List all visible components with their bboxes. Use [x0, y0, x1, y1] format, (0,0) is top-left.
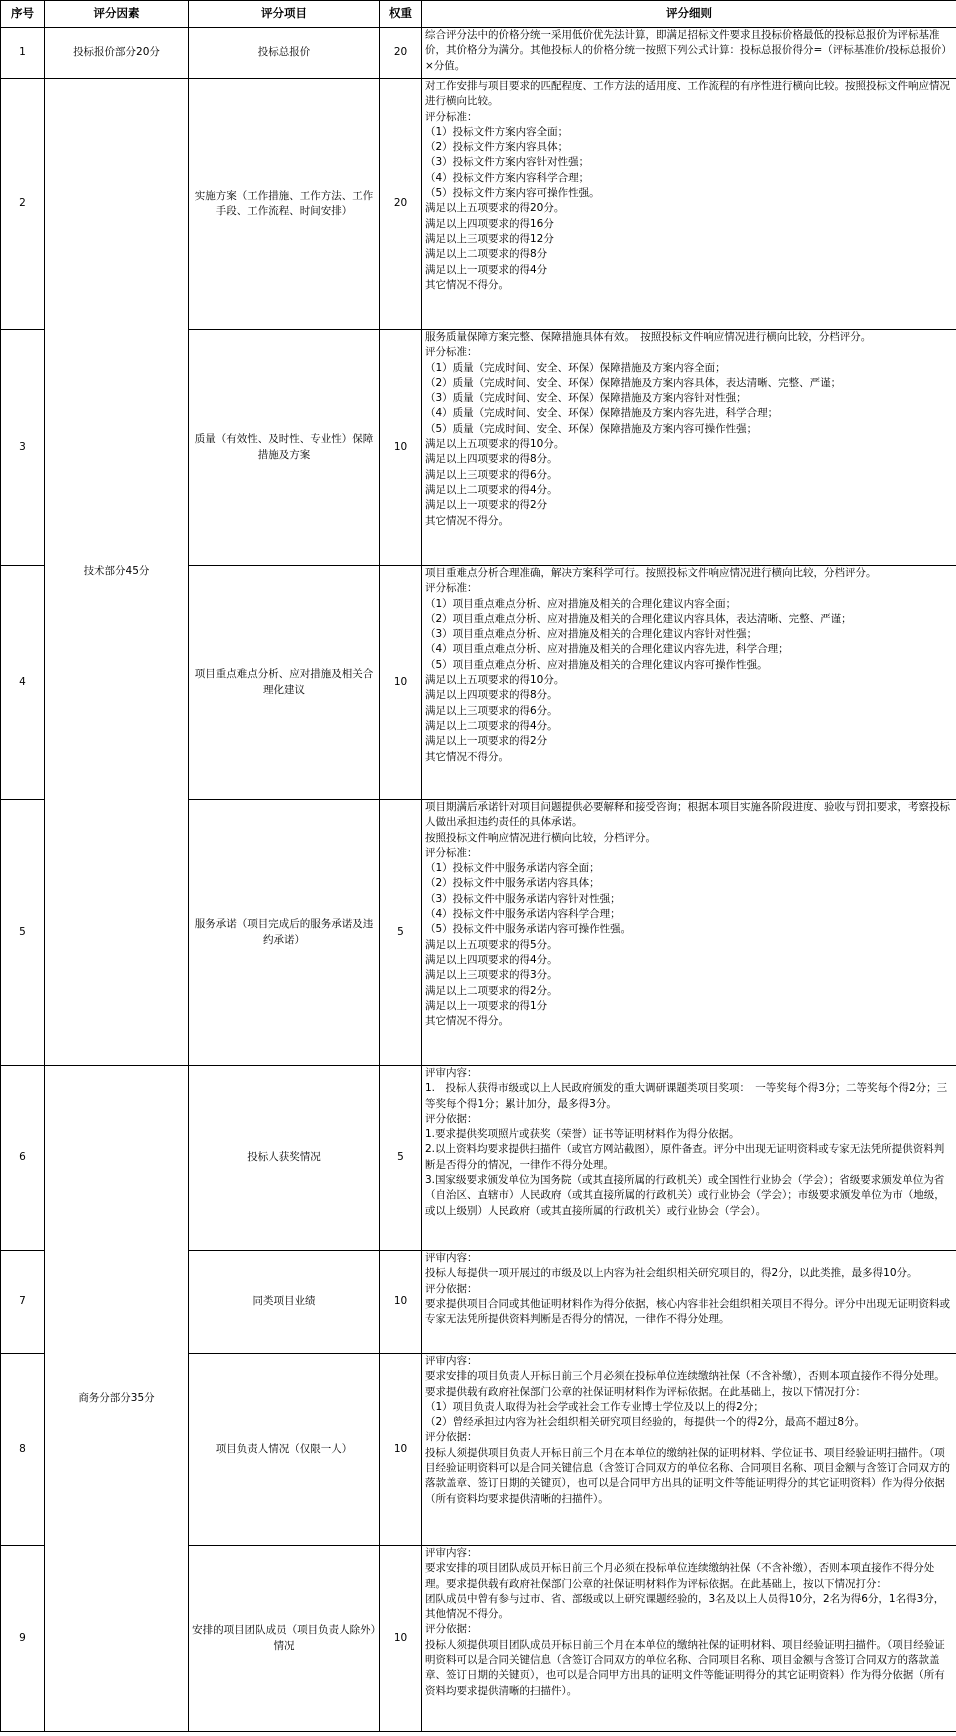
- detail-line: 评分依据：: [425, 1623, 478, 1636]
- scoring-item: 同类项目业绩: [189, 1251, 380, 1354]
- weight: 10: [380, 1354, 422, 1546]
- detail-line: （1）质量（完成时间、安全、环保）保障措施及方案内容全面；: [425, 361, 726, 374]
- detail-line: （1）项目重点难点分析、应对措施及相关的合理化建议内容全面；: [425, 597, 737, 610]
- weight: 5: [380, 800, 422, 1066]
- scoring-item: 安排的项目团队成员（项目负责人除外）情况: [189, 1546, 380, 1732]
- detail-line: 评分依据：: [425, 1282, 478, 1295]
- factor-business: 商务分部分35分: [45, 1066, 189, 1732]
- detail-line: （1）投标文件中服务承诺内容全面；: [425, 862, 600, 875]
- detail-line: 满足以上五项要求的得10分。: [425, 674, 565, 687]
- detail-line: （4）投标文件方案内容科学合理；: [425, 171, 590, 184]
- detail-line: 1.要求提供奖项照片或获奖（荣誉）证书等证明材料作为得分依据。: [425, 1128, 740, 1141]
- detail-line: 服务质量保障方案完整、保障措施具体有效。 按照投标文件响应情况进行横向比较，分档评分。: [425, 331, 872, 343]
- detail-line: 投标人每提供一项开展过的市级及以上内容为社会组织相关研究项目的，得2分，以此类推，最多得10分。: [425, 1267, 918, 1280]
- scoring-item: 项目重点难点分析、应对措施及相关合理化建议: [189, 566, 380, 800]
- scoring-item: 实施方案（工作措施、工作方法、工作手段、工作流程、时间安排）: [189, 79, 380, 330]
- detail-line: 评审内容：: [425, 1547, 478, 1559]
- detail-line: 评审内容：: [425, 1252, 478, 1264]
- detail-line: 评分标准：: [425, 846, 478, 859]
- detail-line: （1）投标文件方案内容全面；: [425, 125, 569, 138]
- detail-line: 1. 投标人获得市级或以上人民政府颁发的重大调研课题类项目奖项： 一等奖每个得3分；二等奖每个得2分；三等奖每个得1分；累计加分，最多得3分。: [425, 1082, 948, 1110]
- row-number: 1: [1, 28, 45, 79]
- detail-line: 满足以上四项要求的得4分。: [425, 953, 558, 966]
- weight: 5: [380, 1066, 422, 1251]
- detail-line: 评审内容：: [425, 1067, 478, 1079]
- scoring-details: [422, 1354, 956, 1546]
- detail-line: （3）项目重点难点分析、应对措施及相关的合理化建议内容针对性强；: [425, 628, 758, 641]
- detail-line: 要求提供项目合同或其他证明材料作为得分依据，核心内容非社会组织相关项目不得分。评分中出现无证明资料或专家无法凭所提供资料判断是否得分的情况，一律作不得分处理。: [425, 1297, 950, 1326]
- scoring-details: [422, 79, 956, 330]
- detail-line: （2）投标文件方案内容具体；: [425, 141, 569, 154]
- header-details: 评分细则: [422, 1, 956, 28]
- row-number: 6: [1, 1066, 45, 1251]
- row-number: 3: [1, 330, 45, 566]
- detail-line: 投标人须提供项目团队成员开标日前三个月在本单位的缴纳社保的证明材料、项目经验证明扫描件。（项目经验证明资料可以是合同关键信息（含签订合同双方的单位名称、合同项目名称、项目金额与含签订合同双方的落款盖章、签订日期的关键页），也可以是合同甲方出具的证明文件等能证明得分的其它证明资料）作为得分依据（所有资料均要求提供清晰的扫描件）。: [425, 1638, 945, 1697]
- detail-line: 综合评分法中的价格分统一采用低价优先法计算，即满足招标文件要求且投标价格最低的投标总报价为评标基准价，其价格分为满分。其他投标人的价格分统一按照下列公式计算：投标总报价得分=（评标基准价/投标总报价）×分值。: [425, 29, 952, 72]
- weight: 20: [380, 28, 422, 79]
- detail-line: 对工作安排与项目要求的匹配程度、工作方法的适用度、工作流程的有序性进行横向比较。按照投标文件响应情况进行横向比较。: [425, 80, 950, 108]
- scoring-details: [422, 566, 956, 800]
- detail-line: 评分标准：: [425, 582, 478, 595]
- detail-line: （2）投标文件中服务承诺内容具体；: [425, 877, 600, 890]
- detail-line: （5）投标文件中服务承诺内容可操作性强。: [425, 923, 632, 936]
- header-item: 评分项目: [189, 1, 380, 28]
- detail-line: 满足以上五项要求的得20分。: [425, 202, 565, 215]
- table-row: [1, 79, 956, 330]
- detail-line: 满足以上三项要求的得6分。: [425, 704, 558, 717]
- detail-line: （4）项目重点难点分析、应对措施及相关的合理化建议内容先进，科学合理；: [425, 643, 789, 656]
- detail-line: （3）质量（完成时间、安全、环保）保障措施及方案内容针对性强；: [425, 392, 747, 405]
- detail-line: （4）质量（完成时间、安全、环保）保障措施及方案内容先进，科学合理；: [425, 407, 779, 420]
- table-row: [1, 28, 956, 79]
- scoring-item: 服务承诺（项目完成后的服务承诺及违约承诺）: [189, 800, 380, 1066]
- detail-line: 满足以上二项要求的得2分。: [425, 984, 558, 997]
- detail-line: 其它情况不得分。: [425, 750, 509, 763]
- table-row: [1, 1066, 956, 1251]
- detail-line: 项目期满后承诺针对项目问题提供必要解释和接受咨询；根据本项目实施各阶段进度、验收与罚扣要求，考察投标人做出承担违约责任的具体承诺。: [425, 801, 950, 829]
- weight: 10: [380, 330, 422, 566]
- detail-line: （2）曾经承担过内容为社会组织相关研究项目经验的，每提供一个的得2分，最高不超过8分。: [425, 1416, 866, 1429]
- row-number: 4: [1, 566, 45, 800]
- scoring-item: 投标人获奖情况: [189, 1066, 380, 1251]
- row-number: 7: [1, 1251, 45, 1354]
- detail-line: 项目重难点分析合理准确，解决方案科学可行。按照投标文件响应情况进行横向比较，分档评分。: [425, 567, 877, 579]
- detail-line: 其它情况不得分。: [425, 514, 509, 527]
- detail-line: （5）质量（完成时间、安全、环保）保障措施及方案内容可操作性强；: [425, 422, 758, 435]
- detail-line: 满足以上二项要求的得4分。: [425, 483, 558, 496]
- detail-line: 满足以上三项要求的得3分。: [425, 969, 558, 982]
- row-number: 9: [1, 1546, 45, 1732]
- weight: 10: [380, 1251, 422, 1354]
- detail-line: （3）投标文件方案内容针对性强；: [425, 156, 590, 169]
- detail-line: 团队成员中曾有参与过市、省、部级或以上研究课题经验的，3名及以上人员得10分，2名为得6分，1名得3分，其他情况不得分。: [425, 1592, 945, 1621]
- detail-line: 评分依据：: [425, 1431, 478, 1444]
- detail-line: 满足以上四项要求的得8分。: [425, 689, 558, 702]
- detail-line: 满足以上一项要求的得2分: [425, 735, 548, 748]
- scoring-details: [422, 1546, 956, 1732]
- scoring-details: [422, 28, 956, 79]
- detail-line: 评审内容：: [425, 1355, 478, 1367]
- factor-price: 投标报价部分20分: [45, 28, 189, 79]
- detail-line: 2.以上资料均要求提供扫描件（或官方网站截图），原件备查。评分中出现无证明资料或专家无法凭所提供资料判断是否得分的情况，一律作不得分处理。: [425, 1143, 945, 1171]
- detail-line: 要求安排的项目负责人开标日前三个月必须在投标单位连续缴纳社保（不含补缴），否则本项直接作不得分处理。要求提供载有政府社保部门公章的社保证明材料作为评标依据。在此基础上，按以下情况打分：: [425, 1370, 945, 1398]
- detail-line: 其它情况不得分。: [425, 1015, 509, 1028]
- detail-line: 满足以上一项要求的得4分: [425, 263, 548, 276]
- weight: 20: [380, 79, 422, 330]
- detail-line: 要求安排的项目团队成员开标日前三个月必须在投标单位连续缴纳社保（不含补缴），否则本项直接作不得分处理。要求提供载有政府社保部门公章的社保证明材料作为评标依据。在此基础上，按以下情况打分：: [425, 1562, 935, 1590]
- header-weight: 权重: [380, 1, 422, 28]
- scoring-item: 项目负责人情况（仅限一人）: [189, 1354, 380, 1546]
- scoring-details: [422, 1251, 956, 1354]
- detail-line: 评分标准：: [425, 346, 478, 359]
- detail-line: 投标人须提供项目负责人开标日前三个月在本单位的缴纳社保的证明材料、学位证书、项目经验证明扫描件。（项目经验证明资料可以是合同关键信息（含签订合同双方的单位名称、合同项目名称、项目金额与含签订合同双方的落款盖章、签订日期的关键页），也可以是合同甲方出具的证明文件等能证明得分的其它证明资料）作为得分依据（所有资料均要求提供清晰的扫描件）。: [425, 1446, 950, 1505]
- detail-line: （2）质量（完成时间、安全、环保）保障措施及方案内容具体，表达清晰、完整、严谨；: [425, 376, 842, 389]
- row-number: 8: [1, 1354, 45, 1546]
- scoring-item: 投标总报价: [189, 28, 380, 79]
- detail-line: 满足以上二项要求的得8分: [425, 248, 548, 261]
- detail-line: （3）投标文件中服务承诺内容针对性强；: [425, 892, 621, 905]
- detail-line: （5）项目重点难点分析、应对措施及相关的合理化建议内容可操作性强。: [425, 658, 768, 671]
- weight: 10: [380, 566, 422, 800]
- detail-line: 满足以上三项要求的得12分: [425, 232, 554, 245]
- scoring-details: [422, 800, 956, 1066]
- scoring-details: [422, 1066, 956, 1251]
- header-factor: 评分因素: [45, 1, 189, 28]
- detail-line: 满足以上三项要求的得6分。: [425, 468, 558, 481]
- row-number: 5: [1, 800, 45, 1066]
- detail-line: 满足以上一项要求的得1分: [425, 999, 548, 1012]
- detail-line: 按照投标文件响应情况进行横向比较，分档评分。: [425, 831, 656, 844]
- detail-line: 评分标准：: [425, 110, 478, 123]
- detail-line: 满足以上一项要求的得2分: [425, 499, 548, 512]
- detail-line: 3.国家级要求颁发单位为国务院（或其直接所属的行政机关）或全国性行业协会（学会）；省级要求颁发单位为省（自治区、直辖市）人民政府（或其直接所属的行政机关）或行业协会（学会）；市级要求颁发单位为市（地级，或以上级别）人民政府（或其直接所属的行政机关）或行业协会（学会）。: [425, 1174, 945, 1217]
- scoring-details: [422, 330, 956, 566]
- detail-line: （4）投标文件中服务承诺内容科学合理；: [425, 908, 621, 921]
- factor-tech: 技术部分45分: [45, 79, 189, 1066]
- detail-line: 满足以上四项要求的得16分: [425, 217, 554, 230]
- header-no: 序号: [1, 1, 45, 28]
- detail-line: 满足以上四项要求的得8分。: [425, 453, 558, 466]
- detail-line: 满足以上二项要求的得4分。: [425, 719, 558, 732]
- scoring-item: 质量（有效性、及时性、专业性）保障措施及方案: [189, 330, 380, 566]
- detail-line: （1）项目负责人取得为社会学或社会工作专业博士学位及以上的得2分；: [425, 1400, 764, 1413]
- detail-line: （2）项目重点难点分析、应对措施及相关的合理化建议内容具体，表达清晰、完整、严谨；: [425, 612, 852, 625]
- row-number: 2: [1, 79, 45, 330]
- header-row: [1, 1, 956, 28]
- detail-line: 满足以上五项要求的得10分。: [425, 438, 565, 451]
- detail-line: 其它情况不得分。: [425, 278, 509, 291]
- weight: 10: [380, 1546, 422, 1732]
- detail-line: 满足以上五项要求的得5分。: [425, 938, 558, 951]
- detail-line: （5）投标文件方案内容可操作性强。: [425, 187, 600, 200]
- detail-line: 评分依据：: [425, 1112, 478, 1125]
